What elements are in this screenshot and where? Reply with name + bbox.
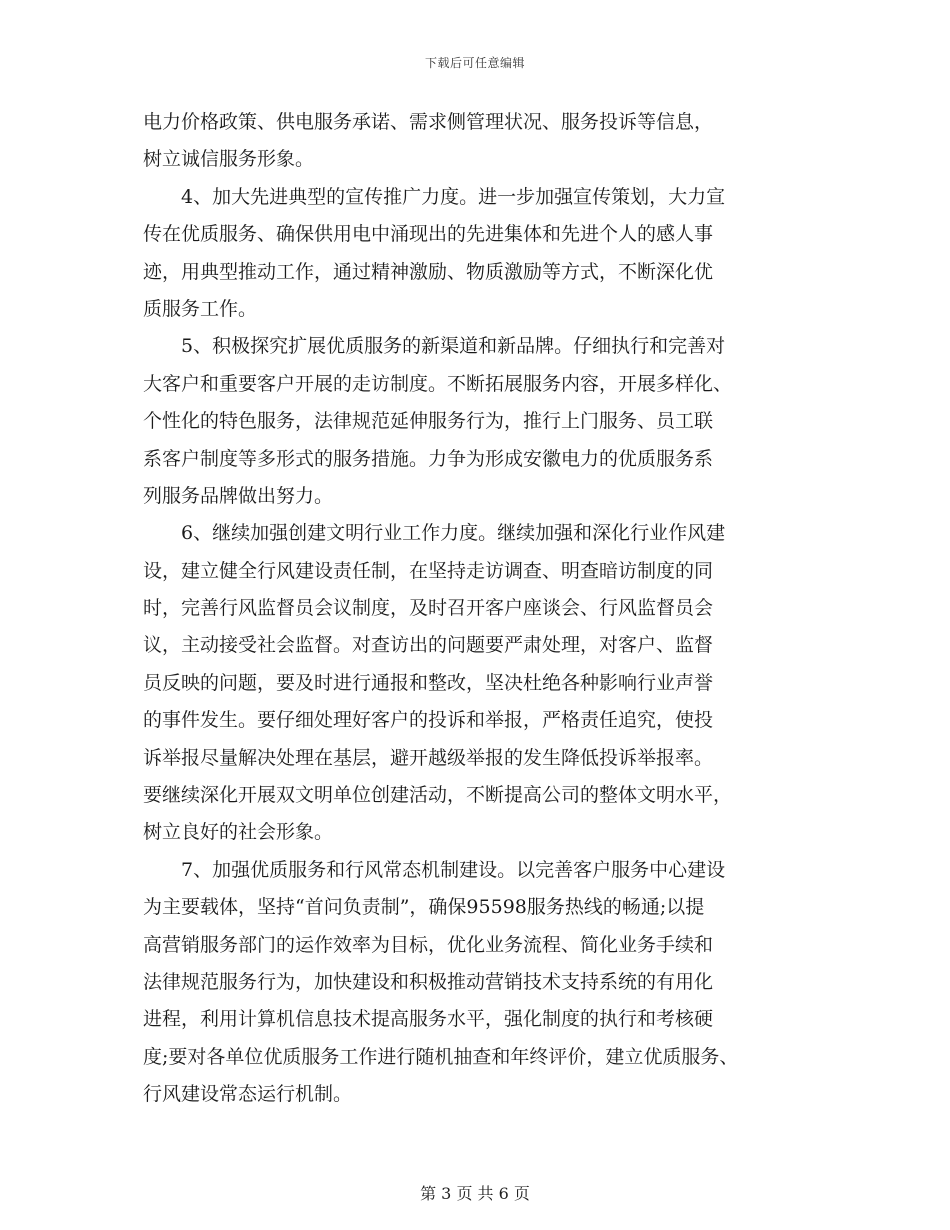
text-line: 议，主动接受社会监督。对查访出的问题要严肃处理，对客户、监督 (143, 634, 714, 657)
text-line: 电力价格政策、供电服务承诺、需求侧管理状况、服务投诉等信息， (143, 111, 714, 133)
text-line: 个性化的特色服务，法律规范延伸服务行为，推行上门服务、员工联 (143, 410, 714, 433)
text-line: 为主要载体，坚持“首问负责制”，确保95598服务热线的畅通;以提 (143, 896, 705, 919)
text-line: 质服务工作。 (143, 297, 258, 320)
text-line: 树立良好的社会形象。 (143, 821, 334, 844)
text-line: 高营销服务部门的运作效率为目标，优化业务流程、简化业务手续和 (143, 933, 714, 956)
text-line: 大客户和重要客户开展的走访制度。不断拓展服务内容，开展多样化、 (143, 372, 733, 395)
text-line: 的事件发生。要仔细处理好客户的投诉和举报，严格责任追究，使投 (143, 709, 714, 732)
text-line: 进程，利用计算机信息技术提高服务水平，强化制度的执行和考核硬 (143, 1008, 714, 1031)
text-line: 7、加强优质服务和行风常态机制建设。以完善客户服务中心建设 (143, 858, 726, 881)
text-line: 6、继续加强创建文明行业工作力度。继续加强和深化行业作风建 (143, 522, 726, 545)
page-header-note: 下载后可任意编辑 (424, 56, 525, 70)
text-line: 度;要对各单位优质服务工作进行随机抽查和年终评价，建立优质服务、 (143, 1045, 739, 1068)
text-line: 要继续深化开展双文明单位创建活动，不断提高公司的整体文明水平， (143, 784, 733, 807)
text-line: 迹，用典型推动工作，通过精神激励、物质激励等方式，不断深化优 (143, 260, 714, 283)
text-line: 树立诚信服务形象。 (143, 148, 315, 171)
text-line: 员反映的问题，要及时进行通报和整改，坚决杜绝各种影响行业声誉 (143, 671, 714, 694)
page-number-footer: 第 3 页 共 6 页 (420, 1184, 530, 1203)
text-line: 5、积极探究扩展优质服务的新渠道和新品牌。仔细执行和完善对 (143, 335, 726, 358)
text-line: 行风建设常态运行机制。 (143, 1083, 353, 1106)
text-line: 法律规范服务行为，加快建设和积极推动营销技术支持系统的有用化 (143, 970, 714, 993)
text-line: 诉举报尽量解决处理在基层，避开越级举报的发生降低投诉举报率。 (143, 746, 714, 769)
text-line: 时，完善行风监督员会议制度，及时召开客户座谈会、行风监督员会 (143, 597, 714, 620)
text-line: 系客户制度等多形式的服务措施。力争为形成安徽电力的优质服务系 (143, 447, 714, 470)
text-line: 列服务品牌做出努力。 (143, 484, 334, 507)
document-body (143, 104, 823, 1114)
text-line: 4、加大先进典型的宣传推广力度。进一步加强宣传策划，大力宣 (143, 185, 726, 208)
text-line: 设，建立健全行风建设责任制，在坚持走访调查、明查暗访制度的同 (143, 559, 714, 582)
text-line: 传在优质服务、确保供用电中涌现出的先进集体和先进个人的感人事 (143, 223, 714, 246)
